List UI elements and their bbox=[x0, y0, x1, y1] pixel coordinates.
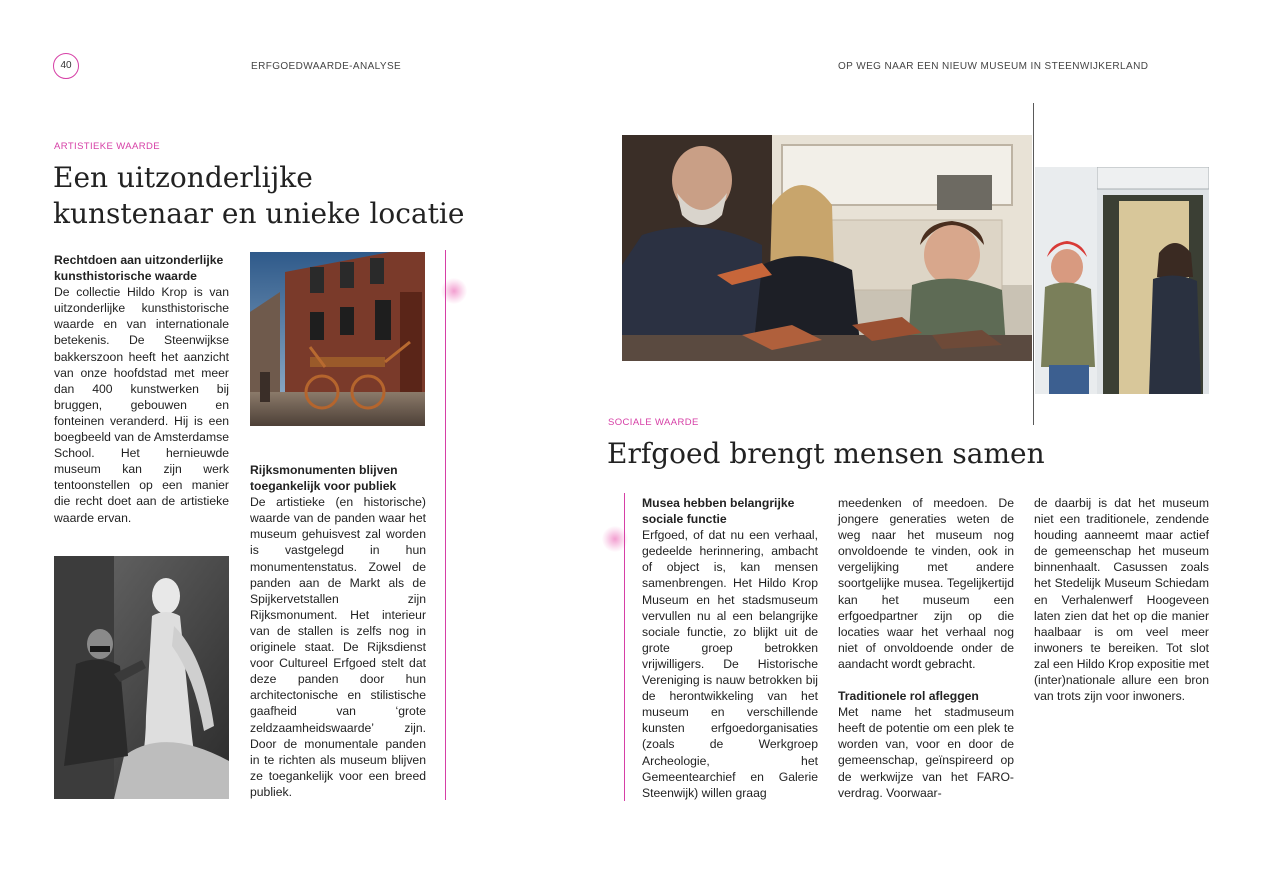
article-column-3 bbox=[642, 495, 818, 801]
photo-children-pottery bbox=[622, 135, 1032, 361]
body-text: de daarbij is dat het museum niet een traditionele, zendende houding aanneemt maar actief de gemeenschap het museum binnenhaalt. Casussen zoals het Stedelijk Museum Schiedam en Verhalenwerf Hoogeveen laten zien dat het op die manier haalbaar is om veel meer inwoners te bereiken. Tot slot zal een Hildo Krop expositie met (inter)nationale allure een bron van trots zijn voor inwoners. bbox=[1034, 496, 1209, 704]
running-head-left: ERFGOEDWAARDE-ANALYSE bbox=[251, 61, 402, 72]
page-title-left bbox=[53, 160, 464, 232]
page-number: 40 bbox=[53, 53, 79, 79]
article-column-4 bbox=[838, 495, 1014, 801]
photo-street-cart bbox=[250, 252, 425, 426]
body-text: Erfgoed, of dat nu een verhaal, gedeelde herinnering, ambacht of object is, kan mensen samenbrengen. Het Hildo Krop Museum en het stadsmuseum vervullen nu al een belangrijke sociale functie, zo blijkt uit de grote groep betrokken vrijwilligers. De Historische Vereniging is nauw betrokken bij de herontwikkeling van het museum en verschillende kunsten erfgoedorganisaties (zoals de Werkgroep Archeologie, het Gemeentearchief en Galerie Steenwijk) willen graag bbox=[642, 528, 818, 800]
subheading-kunsthistorisch: Rechtdoen aan uitzonderlijke kunsthistorische waarde bbox=[54, 253, 224, 284]
body-text: De artistieke (en historische) waarde van de panden waar het museum gehuisvest zal worden is vastgelegd in hun monumentenstatus. Zowel de panden aan de Markt als de Spijkervetstallen zijn Rijksmonument. Het interieur van de stallen is zelfs nog in originele staat. De Rijksdienst voor Cultureel Erfgoed stelt dat deze panden door hun architectonische en stilistische gaafheid van ‘grote zeldzaamheidswaarde’ zijn. Door de monumentale panden in te richten als museum blijven ze toegankelijk voor een breed publiek. bbox=[250, 495, 426, 799]
accent-glow bbox=[602, 526, 628, 552]
column-divider bbox=[445, 250, 446, 800]
body-text: meedenken of meedoen. De jongere generaties weten de weg naar het museum nog onvoldoende te vinden, ook in vergelijking met andere soortgelijke musea. Tegelijkertijd kan het museum een erfgoedpartner zijn op die locaties waar het verhaal nog niet of onvoldoende onder de aandacht wordt gebracht. bbox=[838, 496, 1014, 671]
body-text: De collectie Hildo Krop is van uitzonderlijke kunsthistorische waarde en van internationale betekenis. De Steenwijkse bakkerszoon heeft het aanzicht van onze hoofdstad met meer dan 400 kunstwerken bij bruggen, gebouwen en fonteinen veranderd. Hij is een boegbeeld van de Amsterdamse School. Het hernieuwde museum kan zijn werk tentoonstellen op een manier die recht doet aan de artistieke waarde ervan. bbox=[54, 285, 229, 525]
accent-glow bbox=[441, 278, 467, 304]
title-line-2: kunstenaar en unieke locatie bbox=[53, 197, 465, 230]
running-head-right: OP WEG NAAR EEN NIEUW MUSEUM IN STEENWIJKERLAND bbox=[838, 61, 1149, 72]
photo-women-doorway bbox=[1035, 167, 1209, 394]
title-line-1: Een uitzonderlijke bbox=[53, 161, 313, 194]
article-column-5 bbox=[1034, 495, 1209, 704]
page-title-right: Erfgoed brengt mensen samen bbox=[607, 437, 1045, 470]
article-column-2 bbox=[250, 462, 426, 800]
article-column-1 bbox=[54, 252, 229, 526]
subheading-sociale-functie: Musea hebben belangrijke sociale functie bbox=[642, 496, 795, 527]
body-text: Met name het stadmuseum heeft de potentie om een plek te worden van, voor en door de gemeenschap, geïnspireerd op de werkwijze van het FARO-verdrag. Voorwaar- bbox=[838, 705, 1014, 800]
subheading-traditionele-rol: Traditionele rol afleggen bbox=[838, 689, 979, 704]
photo-divider bbox=[1033, 103, 1034, 425]
subheading-rijksmonumenten: Rijksmonumenten blijven toegankelijk voor publiek bbox=[250, 463, 398, 494]
photo-sculptor-statue bbox=[54, 556, 229, 799]
section-label-artistic: ARTISTIEKE WAARDE bbox=[54, 141, 161, 152]
section-label-social: SOCIALE WAARDE bbox=[608, 417, 699, 428]
